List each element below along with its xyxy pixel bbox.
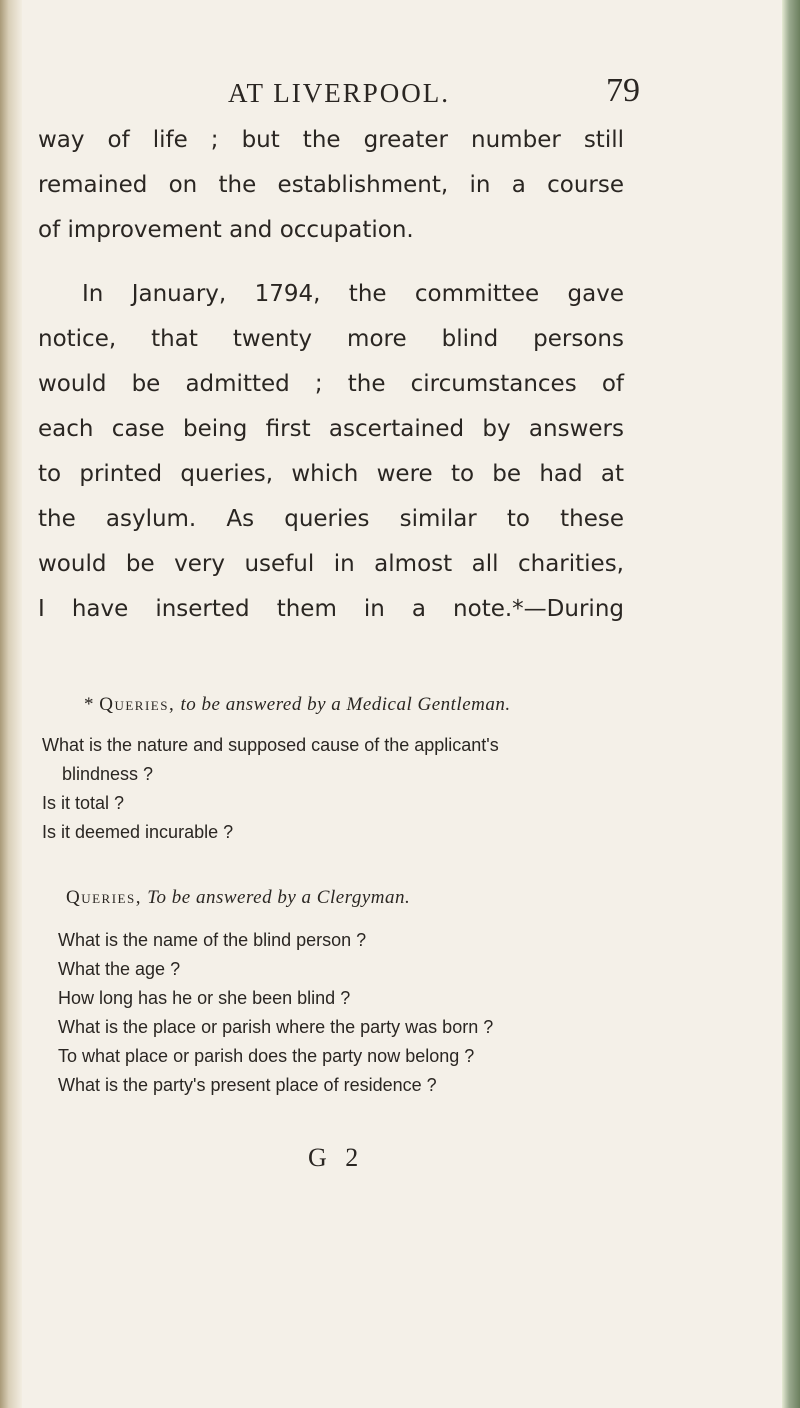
text-line: notice, that twenty more blind persons bbox=[38, 326, 624, 352]
text-line: In January, 1794, the committee gave bbox=[82, 281, 624, 307]
page-edge bbox=[782, 0, 800, 1408]
text-line: of improvement and occupation. bbox=[38, 217, 414, 243]
query-item: What the age ? bbox=[58, 959, 181, 979]
footnote bbox=[42, 690, 632, 1118]
query-item: To what place or parish does the party now belong ? bbox=[58, 1046, 475, 1066]
query-item: What is the name of the blind person ? bbox=[58, 930, 367, 950]
running-title: AT LIVERPOOL. bbox=[228, 78, 451, 108]
binding-gutter bbox=[0, 0, 22, 1408]
query-item: How long has he or she been blind ? bbox=[58, 988, 351, 1008]
queries-subtitle: to be answered by a Medical Gentleman. bbox=[180, 694, 511, 715]
query-item: What is the place or parish where the party was born ? bbox=[58, 1017, 494, 1037]
text-line: each case being first ascertained by answers bbox=[38, 416, 624, 442]
clergyman-queries bbox=[42, 883, 632, 1100]
query-item: blindness ? bbox=[62, 764, 154, 784]
queries-label: Queries, bbox=[66, 887, 142, 908]
medical-queries bbox=[42, 690, 632, 847]
paragraph-gap bbox=[38, 253, 624, 272]
signature-mark: G 2 bbox=[308, 1143, 365, 1172]
main-text bbox=[38, 118, 624, 632]
medical-queries-heading bbox=[84, 690, 632, 719]
text-line: remained on the establishment, in a course bbox=[38, 172, 624, 198]
queries-subtitle: To be answered by a Clergyman. bbox=[147, 887, 411, 908]
page-number: 79 bbox=[606, 72, 640, 109]
text-line: to printed queries, which were to be had at bbox=[38, 461, 624, 487]
text-line: the asylum. As queries similar to these bbox=[38, 506, 624, 532]
text-line: would be very useful in almost all charities, bbox=[38, 551, 624, 577]
query-item: What is the party's present place of residence ? bbox=[58, 1075, 437, 1095]
query-item: Is it deemed incurable ? bbox=[42, 822, 234, 842]
clergyman-queries-heading bbox=[66, 883, 632, 912]
query-item: What is the nature and supposed cause of the applicant's bbox=[42, 735, 499, 755]
footnote-marker: * bbox=[84, 694, 94, 715]
text-line: way of life ; but the greater number still bbox=[38, 127, 624, 153]
running-header bbox=[220, 72, 640, 118]
text-line: would be admitted ; the circumstances of bbox=[38, 371, 624, 397]
text-line: I have inserted them in a note.*—During bbox=[38, 596, 624, 622]
query-item: Is it total ? bbox=[42, 793, 125, 813]
queries-label: Queries, bbox=[99, 694, 176, 715]
